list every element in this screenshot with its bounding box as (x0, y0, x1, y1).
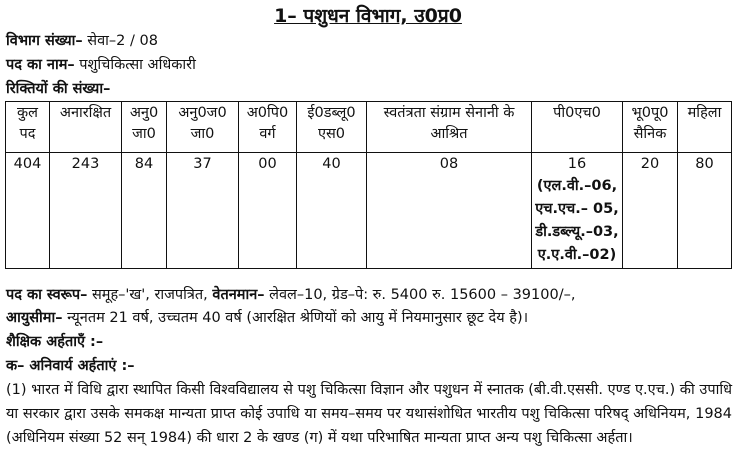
header-anu-ja: अनु0 जा0 (122, 102, 167, 153)
shaikshik-heading: शैक्षिक अर्हताएँ :– (6, 334, 104, 350)
swaroop-line (6, 284, 575, 304)
header-bhupu: भू0पू0 सैनिक (623, 102, 678, 153)
swaroop-label: पद का स्वरूप– (6, 287, 88, 303)
qualification-paragraph: (1) भारत में विधि द्वारा स्थापित किसी विश्वविद्यालय से पशु चिकित्सा विज्ञान और पशुधन में स्नातक (बी.वी.एससी. एण्ड ए.एच.) की उपाधि या सरकार द्वारा उसके समकक्ष मान्यता प्राप्त कोई उपाधि या समय–समय पर यथासंशोधित भारतीय पशु चिकित्सा परिषद् अधिनियम, 1984 (अधिनियम संख्या 52 सन् 1984) की धारा 2 के खण्ड (ग) में यथा परिभाषित मान्यता प्राप्त अन्य पशु चिकित्सा अर्हता। (6, 382, 732, 446)
pad-label: पद का नाम– (6, 57, 75, 73)
table-row (6, 153, 732, 269)
header-ph: पी0एच0 (532, 102, 623, 153)
cell-swatantrata: 08 (367, 153, 532, 269)
swaroop-value: समूह–'ख', राजपत्रित, (87, 287, 213, 303)
cell-ph (532, 153, 623, 269)
header-kul-pad: कुल पद (6, 102, 50, 153)
cell-anarakshit: 243 (50, 153, 122, 269)
vacancy-table (5, 101, 732, 269)
ayu-label: आयुसीमा– (6, 310, 63, 326)
header-anarakshit: अनारक्षित (50, 102, 122, 153)
ph-lv: (एल.वी.–06, (536, 178, 618, 194)
ph-aav: ए.ए.वी.–02) (537, 247, 617, 263)
riktiyan-label: रिक्तियों की संख्या– (6, 81, 111, 97)
header-swatantrata: स्वतंत्रता संग्राम सेनानी के आश्रित (367, 102, 532, 153)
ph-total: 16 (567, 156, 587, 172)
header-mahila: महिला (678, 102, 732, 153)
vibhag-line (6, 30, 158, 50)
ph-hh: एच.एच.– 05, (535, 201, 619, 217)
vetan-label: वेतनमान– (212, 287, 265, 303)
cell-anu-jaja: 37 (167, 153, 239, 269)
header-ews: ई0डब्लू0 एस0 (297, 102, 367, 153)
ayu-value: न्यूनतम 21 वर्ष, उच्चतम 40 वर्ष (आरक्षित श्रेणियों को आयु में नियमानुसार छूट देय है)। (62, 310, 529, 326)
header-api-varg: अ0पि0 वर्ग (239, 102, 297, 153)
ayu-line (6, 307, 528, 327)
ph-dw: डी.डब्ल्यू.–03, (535, 224, 619, 240)
cell-anu-ja: 84 (122, 153, 167, 269)
vetan-value: लेवल–10, ग्रेड–पे: रु. 5400 रु. 15600 – 39100/–, (264, 287, 576, 303)
page-title: 1– पशुधन विभाग, उ0प्र0 (274, 5, 462, 27)
cell-bhupu: 20 (623, 153, 678, 269)
vibhag-value: सेवा–2 / 08 (82, 33, 158, 49)
cell-mahila: 80 (678, 153, 732, 269)
header-anu-jaja: अनु0ज0 जा0 (167, 102, 239, 153)
ph-breakdown (534, 175, 620, 267)
cell-kul-pad: 404 (6, 153, 50, 269)
cell-api-varg: 00 (239, 153, 297, 269)
pad-line (6, 54, 196, 74)
cell-ews: 40 (297, 153, 367, 269)
vibhag-label: विभाग संख्या– (6, 33, 83, 49)
anivarya-heading: क– अनिवार्य अर्हताएं :– (6, 358, 135, 374)
pad-value: पशुचिकित्सा अधिकारी (74, 57, 196, 73)
table-header-row (6, 102, 732, 153)
